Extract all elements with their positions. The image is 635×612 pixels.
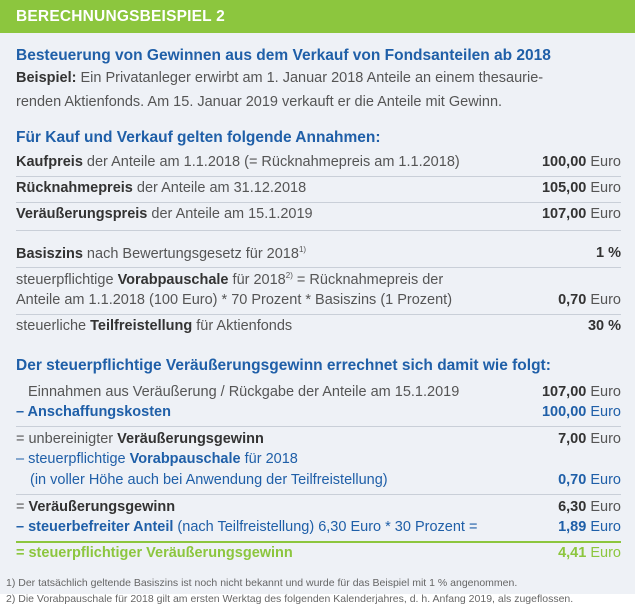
- label-bold: Basiszins: [16, 245, 83, 262]
- label-bold: Veräußerungsgewinn: [28, 499, 176, 515]
- value-unit: Euro: [586, 519, 621, 535]
- value-vorabpauschale: [558, 292, 621, 308]
- label-text: = Rücknahmepreis der: [292, 271, 444, 288]
- value-unit: Euro: [586, 180, 621, 196]
- row-anschaffungskosten: – Anschaffungskosten: [16, 404, 171, 420]
- label-bold: Teilfreistellung: [90, 318, 193, 334]
- row-basiszins: [16, 245, 306, 262]
- value-number: 1 %: [596, 245, 621, 261]
- value-unit: Euro: [586, 545, 621, 561]
- row-einnahmen: Einnahmen aus Veräußerung / Rückgabe der Anteile am 15.1.2019: [28, 384, 460, 400]
- label-bold: Kaufpreis: [16, 154, 83, 170]
- intro-line-1: [16, 70, 543, 86]
- row-steuerbefreit: [16, 519, 477, 535]
- value-unit: Euro: [586, 472, 621, 488]
- row-veraeusserungspreis: [16, 206, 313, 222]
- value-unit: Euro: [586, 206, 621, 222]
- value-unbereinigt: [558, 431, 621, 447]
- value-number: 4,41: [558, 545, 587, 561]
- example-header: [0, 0, 635, 33]
- row-unbereinigt: [16, 431, 264, 447]
- intro-heading: Besteuerung von Gewinnen aus dem Verkauf von Fondsanteilen ab 2018: [16, 47, 551, 64]
- value-anschaffungskosten: [542, 404, 621, 420]
- footnote-ref: 1): [298, 245, 307, 254]
- label-text: nach Bewertungsgesetz für 2018: [82, 245, 299, 262]
- example-box: [0, 33, 635, 594]
- label-text: = unbereinigter: [16, 431, 118, 447]
- divider: [16, 230, 621, 231]
- row-veraeusserungsgewinn: [16, 499, 175, 515]
- value-einnahmen: [542, 384, 621, 400]
- value-number: 100,00: [541, 404, 587, 420]
- example-title: BERECHNUNGSBEISPIEL 2: [16, 8, 225, 25]
- value-unit: Euro: [586, 154, 621, 170]
- label-text: der Anteile am 15.1.2019: [147, 206, 313, 222]
- intro-line-2: renden Aktienfonds. Am 15. Januar 2019 verkauft er die Anteile mit Gewinn.: [16, 94, 503, 110]
- label-text: steuerpflichtige: [16, 271, 118, 288]
- label-bold: Rücknahmepreis: [16, 180, 133, 196]
- intro-text-1: Ein Privatanleger erwirbt am 1. Januar 2018 Anteile an einem thesaurie-: [76, 70, 544, 86]
- value-number: 6,30: [558, 499, 587, 515]
- value-teilfreistellung: [588, 318, 621, 334]
- value-ruecknahmepreis: [542, 180, 621, 196]
- value-steuerbefreit: [558, 519, 621, 535]
- value-veraeusserungsgewinn: [558, 499, 621, 515]
- value-number: 107,00: [541, 206, 587, 222]
- value-abzug-vorabpauschale: [558, 472, 621, 488]
- value-number: 0,70: [558, 472, 587, 488]
- label-text: – steuerpflichtige: [16, 451, 130, 467]
- divider: [16, 176, 621, 177]
- label-text: steuerliche: [16, 318, 91, 334]
- label-text: der Anteile am 1.1.2018 (= Rücknahmepreis am 1.1.2018): [82, 154, 460, 170]
- value-unit: Euro: [586, 431, 621, 447]
- row-teilfreistellung: [16, 318, 292, 334]
- label-text: =: [16, 499, 29, 515]
- divider: [16, 314, 621, 315]
- label-text: für Aktienfonds: [192, 318, 293, 334]
- value-number: 30 %: [587, 318, 621, 334]
- calc-heading: Der steuerpflichtige Veräußerungsgewinn errechnet sich damit wie folgt:: [16, 357, 551, 374]
- divider: [16, 426, 621, 427]
- value-number: 107,00: [541, 384, 587, 400]
- value-kaufpreis: [542, 154, 621, 170]
- row-kaufpreis: [16, 154, 460, 170]
- value-number: 7,00: [558, 431, 587, 447]
- label-text: (nach Teilfreistellung) 6,30 Euro * 30 Prozent =: [173, 519, 478, 535]
- label-bold: Veräußerungsgewinn: [117, 431, 264, 447]
- footnote-1: 1) Der tatsächlich geltende Basiszins ist noch nicht bekannt und wurde für das Beispiel mit 1 % angenommen.: [6, 577, 518, 589]
- label-bold: Vorabpauschale: [117, 271, 229, 288]
- label-text: für 2018: [228, 271, 286, 288]
- row-ruecknahmepreis: [16, 180, 306, 196]
- value-unit: Euro: [586, 292, 621, 308]
- value-unit: Euro: [586, 384, 621, 400]
- result-divider: [16, 541, 621, 543]
- divider: [16, 202, 621, 203]
- row-abzug-vorabpauschale-1: [16, 451, 298, 467]
- divider: [16, 494, 621, 495]
- row-vorabpauschale-2: Anteile am 1.1.2018 (100 Euro) * 70 Prozent * Basiszins (1 Prozent): [16, 292, 453, 308]
- row-result: = steuerpflichtiger Veräußerungsgewinn: [16, 545, 293, 561]
- value-result: [558, 545, 621, 561]
- label-text: der Anteile am 31.12.2018: [132, 180, 307, 196]
- value-number: 1,89: [558, 519, 587, 535]
- value-number: 0,70: [558, 292, 587, 308]
- row-abzug-vorabpauschale-2: (in voller Höhe auch bei Anwendung der Teilfreistellung): [30, 472, 388, 488]
- divider: [16, 267, 621, 268]
- row-vorabpauschale-1: [16, 271, 443, 288]
- value-unit: Euro: [586, 404, 621, 420]
- label-bold: Vorabpauschale: [129, 451, 241, 467]
- value-unit: Euro: [586, 499, 621, 515]
- footnote-2: 2) Die Vorabpauschale für 2018 gilt am ersten Werktag des folgenden Kalenderjahres, d. h. Anfang 2019, als zugeflossen.: [6, 593, 574, 605]
- value-veraeusserungspreis: [542, 206, 621, 222]
- value-basiszins: [596, 245, 621, 261]
- label-text: für 2018: [240, 451, 298, 467]
- beispiel-label: Beispiel:: [16, 70, 77, 86]
- assumptions-heading: Für Kauf und Verkauf gelten folgende Annahmen:: [16, 129, 381, 146]
- footnote-ref: 2): [285, 271, 293, 280]
- value-number: 105,00: [541, 180, 587, 196]
- value-number: 100,00: [541, 154, 587, 170]
- label-bold: – steuerbefreiter Anteil: [16, 519, 174, 535]
- label-bold: Veräußerungspreis: [16, 206, 148, 222]
